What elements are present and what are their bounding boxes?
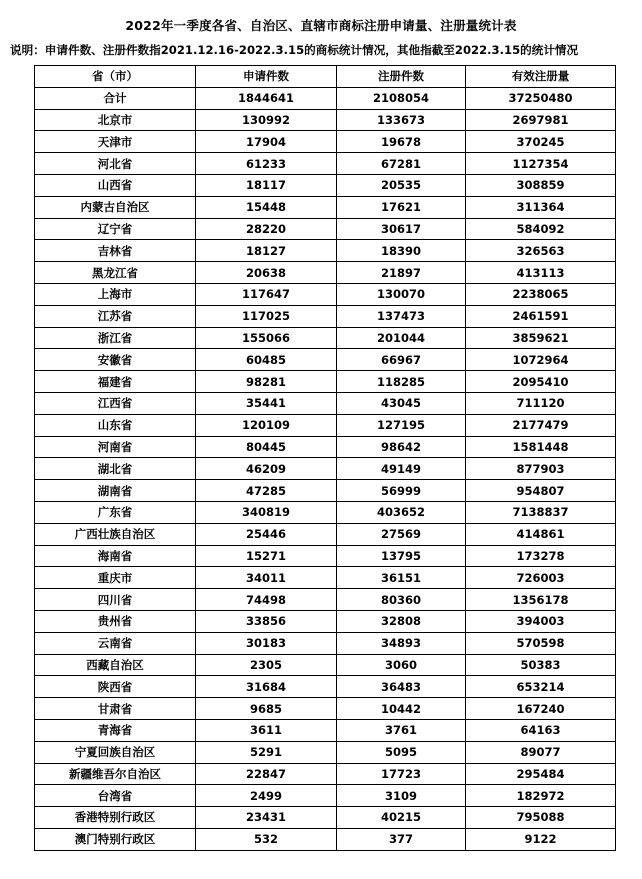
province-cell: 宁夏回族自治区: [35, 741, 196, 763]
registrations-cell: 36483: [337, 676, 466, 698]
registrations-cell: 10442: [337, 698, 466, 720]
applications-cell: 340819: [196, 501, 337, 523]
applications-cell: 25446: [196, 523, 337, 545]
province-cell: 浙江省: [35, 327, 196, 349]
applications-cell: 155066: [196, 327, 337, 349]
table-row: [35, 480, 616, 502]
province-cell: 西藏自治区: [35, 654, 196, 676]
header-applications: 申请件数: [196, 66, 337, 88]
applications-cell: 17904: [196, 131, 337, 153]
valid-registrations-cell: 295484: [466, 763, 616, 785]
applications-cell: 35441: [196, 392, 337, 414]
registrations-cell: 34893: [337, 632, 466, 654]
applications-cell: 46209: [196, 458, 337, 480]
applications-cell: 18117: [196, 174, 337, 196]
valid-registrations-cell: 394003: [466, 610, 616, 632]
valid-registrations-cell: 3859621: [466, 327, 616, 349]
province-cell: 湖北省: [35, 458, 196, 480]
valid-registrations-cell: 795088: [466, 807, 616, 829]
applications-cell: 34011: [196, 567, 337, 589]
header-province: 省（市）: [35, 66, 196, 88]
valid-registrations-cell: 584092: [466, 218, 616, 240]
valid-registrations-cell: 64163: [466, 719, 616, 741]
valid-registrations-cell: 2095410: [466, 371, 616, 393]
province-cell: 江西省: [35, 392, 196, 414]
registrations-cell: 3761: [337, 719, 466, 741]
valid-registrations-cell: 89077: [466, 741, 616, 763]
applications-cell: 1844641: [196, 87, 337, 109]
applications-cell: 532: [196, 828, 337, 850]
applications-cell: 98281: [196, 371, 337, 393]
document-note: 说明：申请件数、注册件数指2021.12.16-2022.3.15的商标统计情况，其他指截至2022.3.15的统计情况: [10, 43, 579, 57]
table-header: [35, 66, 616, 88]
applications-cell: 5291: [196, 741, 337, 763]
province-cell: 山东省: [35, 414, 196, 436]
valid-registrations-cell: 1127354: [466, 153, 616, 175]
registrations-cell: 2108054: [337, 87, 466, 109]
registrations-cell: 3060: [337, 654, 466, 676]
province-cell: 黑龙江省: [35, 262, 196, 284]
valid-registrations-cell: 2238065: [466, 283, 616, 305]
province-cell: 辽宁省: [35, 218, 196, 240]
table-row: [35, 218, 616, 240]
province-cell: 上海市: [35, 283, 196, 305]
table-row: [35, 698, 616, 720]
applications-cell: 33856: [196, 610, 337, 632]
applications-cell: 22847: [196, 763, 337, 785]
applications-cell: 130992: [196, 109, 337, 131]
applications-cell: 47285: [196, 480, 337, 502]
table-row: [35, 589, 616, 611]
table-row: [35, 349, 616, 371]
valid-registrations-cell: 1072964: [466, 349, 616, 371]
province-cell: 重庆市: [35, 567, 196, 589]
registrations-cell: 27569: [337, 523, 466, 545]
applications-cell: 20638: [196, 262, 337, 284]
valid-registrations-cell: 2177479: [466, 414, 616, 436]
table-row: [35, 458, 616, 480]
registrations-cell: 201044: [337, 327, 466, 349]
applications-cell: 30183: [196, 632, 337, 654]
registrations-cell: 13795: [337, 545, 466, 567]
applications-cell: 23431: [196, 807, 337, 829]
table-row: [35, 436, 616, 458]
province-cell: 安徽省: [35, 349, 196, 371]
table-row: [35, 654, 616, 676]
applications-cell: 9685: [196, 698, 337, 720]
valid-registrations-cell: 413113: [466, 262, 616, 284]
valid-registrations-cell: 173278: [466, 545, 616, 567]
registrations-cell: 18390: [337, 240, 466, 262]
table-row: [35, 523, 616, 545]
table-row: [35, 240, 616, 262]
table-row: [35, 828, 616, 850]
registrations-cell: 130070: [337, 283, 466, 305]
province-cell: 贵州省: [35, 610, 196, 632]
table-row: [35, 262, 616, 284]
registrations-cell: 40215: [337, 807, 466, 829]
registrations-cell: 403652: [337, 501, 466, 523]
province-cell: 江苏省: [35, 305, 196, 327]
table-body: [35, 87, 616, 850]
valid-registrations-cell: 311364: [466, 196, 616, 218]
province-cell: 云南省: [35, 632, 196, 654]
table-row: [35, 131, 616, 153]
registrations-cell: 36151: [337, 567, 466, 589]
header-row: [35, 66, 616, 88]
valid-registrations-cell: 570598: [466, 632, 616, 654]
applications-cell: 15448: [196, 196, 337, 218]
statistics-table: [34, 65, 616, 851]
province-cell: 北京市: [35, 109, 196, 131]
province-cell: 广西壮族自治区: [35, 523, 196, 545]
province-cell: 陕西省: [35, 676, 196, 698]
province-cell: 山西省: [35, 174, 196, 196]
valid-registrations-cell: 711120: [466, 392, 616, 414]
document-title: 2022年一季度各省、自治区、直辖市商标注册申请量、注册量统计表: [125, 18, 517, 33]
province-cell: 吉林省: [35, 240, 196, 262]
province-cell: 河南省: [35, 436, 196, 458]
registrations-cell: 17621: [337, 196, 466, 218]
table-row: [35, 196, 616, 218]
applications-cell: 80445: [196, 436, 337, 458]
applications-cell: 31684: [196, 676, 337, 698]
registrations-cell: 377: [337, 828, 466, 850]
valid-registrations-cell: 954807: [466, 480, 616, 502]
valid-registrations-cell: 1356178: [466, 589, 616, 611]
table-row: [35, 807, 616, 829]
header-registrations: 注册件数: [337, 66, 466, 88]
province-cell: 天津市: [35, 131, 196, 153]
valid-registrations-cell: 414861: [466, 523, 616, 545]
table-row: [35, 414, 616, 436]
registrations-cell: 3109: [337, 785, 466, 807]
header-valid-registrations: 有效注册量: [466, 66, 616, 88]
table-row: [35, 392, 616, 414]
table-row: [35, 174, 616, 196]
applications-cell: 74498: [196, 589, 337, 611]
applications-cell: 120109: [196, 414, 337, 436]
province-cell: 青海省: [35, 719, 196, 741]
registrations-cell: 17723: [337, 763, 466, 785]
valid-registrations-cell: 1581448: [466, 436, 616, 458]
applications-cell: 28220: [196, 218, 337, 240]
registrations-cell: 19678: [337, 131, 466, 153]
valid-registrations-cell: 877903: [466, 458, 616, 480]
valid-registrations-cell: 653214: [466, 676, 616, 698]
registrations-cell: 5095: [337, 741, 466, 763]
valid-registrations-cell: 726003: [466, 567, 616, 589]
province-cell: 四川省: [35, 589, 196, 611]
table-row: [35, 501, 616, 523]
applications-cell: 117025: [196, 305, 337, 327]
applications-cell: 2305: [196, 654, 337, 676]
province-cell: 广东省: [35, 501, 196, 523]
valid-registrations-cell: 2697981: [466, 109, 616, 131]
table-row: [35, 109, 616, 131]
registrations-cell: 32808: [337, 610, 466, 632]
table-row: [35, 305, 616, 327]
registrations-cell: 133673: [337, 109, 466, 131]
province-cell: 合计: [35, 87, 196, 109]
table-row: [35, 153, 616, 175]
applications-cell: 2499: [196, 785, 337, 807]
registrations-cell: 20535: [337, 174, 466, 196]
registrations-cell: 49149: [337, 458, 466, 480]
province-cell: 福建省: [35, 371, 196, 393]
table-row: [35, 741, 616, 763]
table-row: [35, 676, 616, 698]
valid-registrations-cell: 9122: [466, 828, 616, 850]
registrations-cell: 30617: [337, 218, 466, 240]
valid-registrations-cell: 308859: [466, 174, 616, 196]
province-cell: 湖南省: [35, 480, 196, 502]
registrations-cell: 118285: [337, 371, 466, 393]
registrations-cell: 80360: [337, 589, 466, 611]
province-cell: 台湾省: [35, 785, 196, 807]
table-row: [35, 610, 616, 632]
province-cell: 新疆维吾尔自治区: [35, 763, 196, 785]
valid-registrations-cell: 326563: [466, 240, 616, 262]
table-row: [35, 763, 616, 785]
registrations-cell: 67281: [337, 153, 466, 175]
province-cell: 海南省: [35, 545, 196, 567]
applications-cell: 15271: [196, 545, 337, 567]
province-cell: 香港特别行政区: [35, 807, 196, 829]
table-row: [35, 327, 616, 349]
table-row: [35, 719, 616, 741]
table-row: [35, 371, 616, 393]
table-row: [35, 567, 616, 589]
province-cell: 澳门特别行政区: [35, 828, 196, 850]
registrations-cell: 43045: [337, 392, 466, 414]
valid-registrations-cell: 50383: [466, 654, 616, 676]
applications-cell: 18127: [196, 240, 337, 262]
table-row: [35, 632, 616, 654]
valid-registrations-cell: 2461591: [466, 305, 616, 327]
registrations-cell: 127195: [337, 414, 466, 436]
total-row: [35, 87, 616, 109]
province-cell: 甘肃省: [35, 698, 196, 720]
applications-cell: 61233: [196, 153, 337, 175]
valid-registrations-cell: 37250480: [466, 87, 616, 109]
registrations-cell: 56999: [337, 480, 466, 502]
applications-cell: 117647: [196, 283, 337, 305]
province-cell: 河北省: [35, 153, 196, 175]
valid-registrations-cell: 7138837: [466, 501, 616, 523]
table-row: [35, 785, 616, 807]
table-row: [35, 283, 616, 305]
valid-registrations-cell: 167240: [466, 698, 616, 720]
applications-cell: 3611: [196, 719, 337, 741]
applications-cell: 60485: [196, 349, 337, 371]
registrations-cell: 66967: [337, 349, 466, 371]
registrations-cell: 137473: [337, 305, 466, 327]
valid-registrations-cell: 182972: [466, 785, 616, 807]
registrations-cell: 21897: [337, 262, 466, 284]
registrations-cell: 98642: [337, 436, 466, 458]
valid-registrations-cell: 370245: [466, 131, 616, 153]
province-cell: 内蒙古自治区: [35, 196, 196, 218]
table-row: [35, 545, 616, 567]
